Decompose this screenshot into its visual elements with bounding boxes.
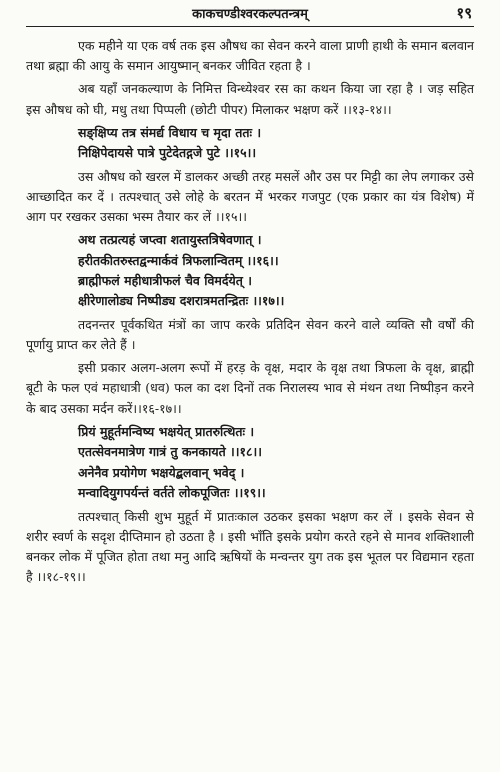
prose-paragraph: उस औषध को खरल में डालकर अच्छी तरह मसलें और उस पर मिट्टी का लेप लगाकर उसे आच्छादित कर दें । तत्पश्चात् उसे लोहे के बरतन में भरकर गजपुट (एक प्रकार का यंत्र विशेष) में आग पर रखकर उसका भस्म तैयार कर लें ।।१५।। xyxy=(26,168,474,225)
verse-line: निक्षिपेदायसे पात्रे पुटेदेतद्गजे पुटे ।।१५।। xyxy=(78,145,257,161)
verse-line: ब्राह्मीफलं महीधात्रीफलं चैव विमर्दयेत् । xyxy=(78,273,252,289)
verse-line: एतत्सेवनमात्रेण गात्रं तु कनकायते ।।१८।। xyxy=(78,444,263,460)
prose-paragraph: अब यहाँ जनकल्याण के निमित्त विन्ध्येश्वर रस का कथन किया जा रहा है । जड़ सहित इस औषध को घी, मधु तथा पिप्पली (छोटी पीपर) मिलाकर भक्षण करें ।।१३-१४।। xyxy=(26,81,474,117)
prose-paragraph: तत्पश्चात् किसी शुभ मुहूर्त में प्रातःकाल उठकर इसका भक्षण कर लें । इसके सेवन से शरीर स्वर्ण के सदृश दीप्तिमान हो उठता है । इसी भाँति इसके प्रयोग करते रहने से मानव शक्तिशाली बनकर लोक में पूजित होता तथा मनु आदि ऋषियों के मन्वन्तर युग तक इस भूतल पर विद्यमान रहता है ।।१८-१९।। xyxy=(26,508,474,585)
verse-line: सङ्क्षिप्य तत्र संमर्द्य विधाय च मृदा ततः । xyxy=(78,124,262,140)
verse-block xyxy=(26,422,474,504)
page-number: १९ xyxy=(456,4,472,22)
header-rule xyxy=(26,26,474,27)
verse-line: प्रियं मुहूर्तमन्विष्य भक्षयेत् प्रातरुत्थितः । xyxy=(78,423,255,439)
running-title: काकचण्डीश्वरकल्पतन्त्रम् xyxy=(192,7,308,22)
page-header xyxy=(0,4,500,26)
prose-paragraph: तदनन्तर पूर्वकथित मंत्रों का जाप करके प्रतिदिन सेवन करने वाले व्यक्ति सौ वर्षों की पूर्णायु प्राप्त कर लेते हैं । xyxy=(26,316,474,353)
prose-paragraph: एक महीने या एक वर्ष तक इस औषध का सेवन करने वाला प्राणी हाथी के समान बलवान तथा ब्रह्मा की आयु के समान आयुष्मान् बनकर जीवित रहता है । xyxy=(26,38,474,74)
page-body xyxy=(26,36,474,590)
verse-line: अथ तत्प्रत्यहं जप्त्वा शतायुस्तत्रिषेवणात् । xyxy=(78,232,262,248)
verse-block xyxy=(26,230,474,312)
verse-block xyxy=(26,123,474,164)
prose-paragraph: इसी प्रकार अलग-अलग रूपों में हरड़ के वृक्ष, मदार के वृक्ष तथा त्रिफला के वृक्ष, ब्राह्मी बूटी के फल एवं महाधात्री (धव) फल का दश दिनों तक निरालस्य भाव से मंथन तथा निष्पीड़न करने के बाद उसका मर्दन करें।।१६-१७।। xyxy=(26,360,474,416)
verse-line: क्षीरेणालोड्य निष्पीड्य दशरात्रमतन्द्रितः ।।१७।। xyxy=(78,293,285,309)
verse-line: अनेनैव प्रयोगेण भक्षयेद्बलवान् भवेद् । xyxy=(78,464,245,480)
verse-line: मन्वादियुगपर्यन्तं वर्तते लोकपूजितः ।।१९।। xyxy=(78,485,266,501)
verse-line: हरीतकीतरुस्तद्वन्मार्कवं त्रिफलान्वितम् ।।१६।। xyxy=(78,252,279,268)
